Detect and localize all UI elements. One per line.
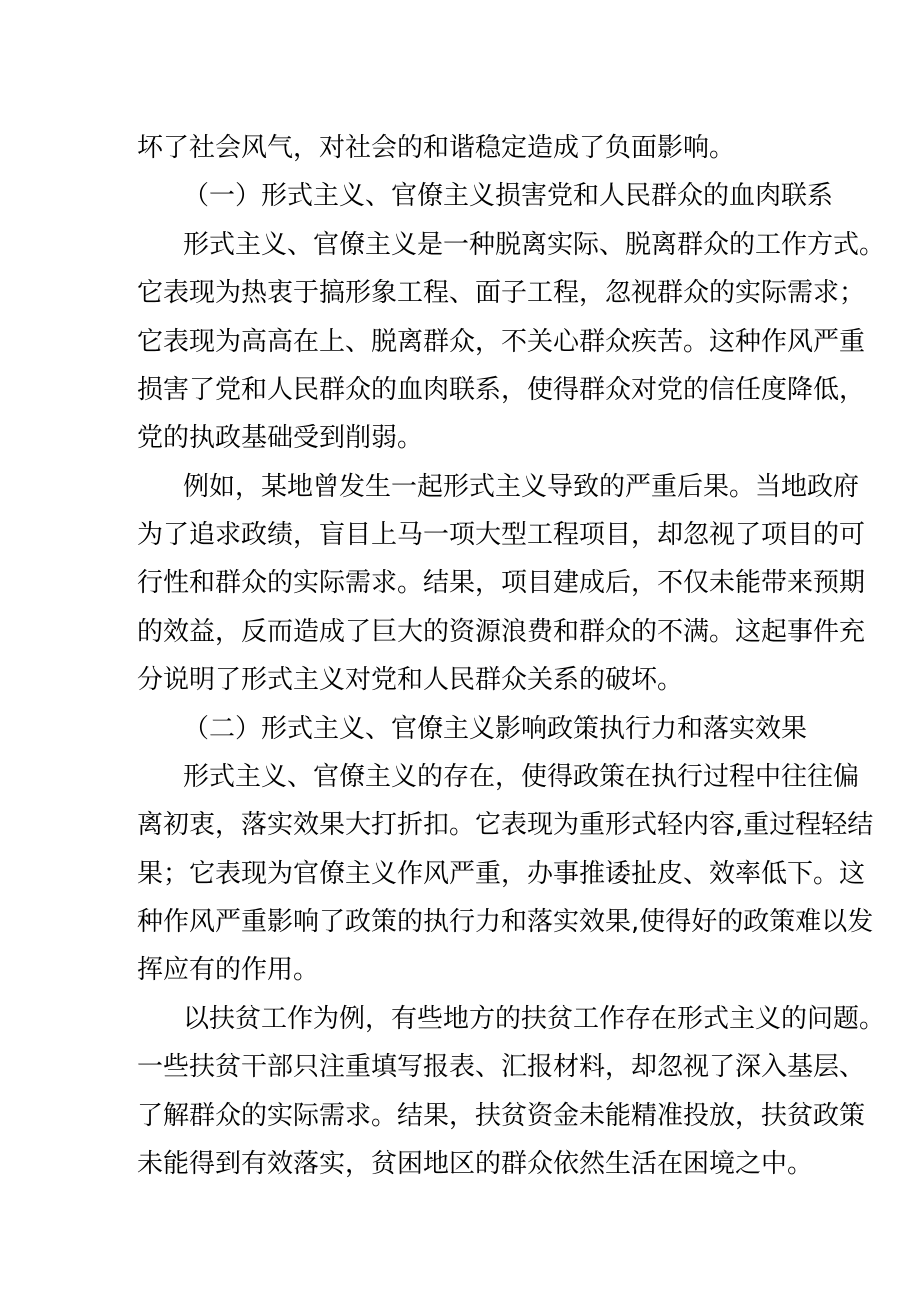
paragraph-line: 挥应有的作用。 — [137, 955, 320, 985]
paragraph-line: 损害了党和人民群众的血肉联系，使得群众对党的信任度降低， — [137, 375, 866, 405]
paragraph-line: 的效益，反而造成了巨大的资源浪费和群众的不满。这起事件充 — [137, 617, 866, 647]
paragraph-line: 党的执政基础受到削弱。 — [137, 423, 424, 453]
paragraph-line: 形式主义、官僚主义是一种脱离实际、脱离群众的工作方式。 — [183, 230, 886, 260]
paragraph-line: 未能得到有效落实，贫困地区的群众依然生活在困境之中。 — [137, 1149, 814, 1179]
paragraph-line: 形式主义、官僚主义的存在，使得政策在执行过程中往往偏 — [183, 762, 860, 792]
paragraph-line: 离初衷，落实效果大打折扣。它表现为重形式轻内容,重过程轻结 — [137, 810, 874, 840]
paragraph-line: 果；它表现为官僚主义作风严重，办事推诿扯皮、效率低下。这 — [137, 859, 866, 889]
paragraph-line: 例如，某地曾发生一起形式主义导致的严重后果。当地政府 — [183, 472, 860, 502]
paragraph-line: 为了追求政绩，盲目上马一项大型工程项目，却忽视了项目的可 — [137, 520, 866, 550]
paragraph-line: 一些扶贫干部只注重填写报表、汇报材料，却忽视了深入基层、 — [137, 1052, 866, 1082]
paragraph-line: 种作风严重影响了政策的执行力和落实效果,使得好的政策难以发 — [137, 907, 874, 937]
paragraph-line: 分说明了形式主义对党和人民群众关系的破坏。 — [137, 665, 684, 695]
paragraph-line: 了解群众的实际需求。结果，扶贫资金未能精准投放，扶贫政策 — [137, 1101, 866, 1131]
paragraph-line: 它表现为高高在上、脱离群众，不关心群众疾苦。这种作风严重 — [137, 327, 866, 357]
paragraph-continuation-line: 坏了社会风气，对社会的和谐稳定造成了负面影响。 — [137, 133, 736, 163]
section-heading-one: （一）形式主义、官僚主义损害党和人民群众的血肉联系 — [183, 181, 834, 211]
paragraph-line: 以扶贫工作为例，有些地方的扶贫工作存在形式主义的问题。 — [183, 1004, 886, 1034]
paragraph-line: 行性和群众的实际需求。结果，项目建成后，不仅未能带来预期 — [137, 568, 866, 598]
paragraph-line: 它表现为热衷于搞形象工程、面子工程，忽视群众的实际需求； — [137, 278, 866, 308]
section-heading-two: （二）形式主义、官僚主义影响政策执行力和落实效果 — [183, 714, 808, 744]
